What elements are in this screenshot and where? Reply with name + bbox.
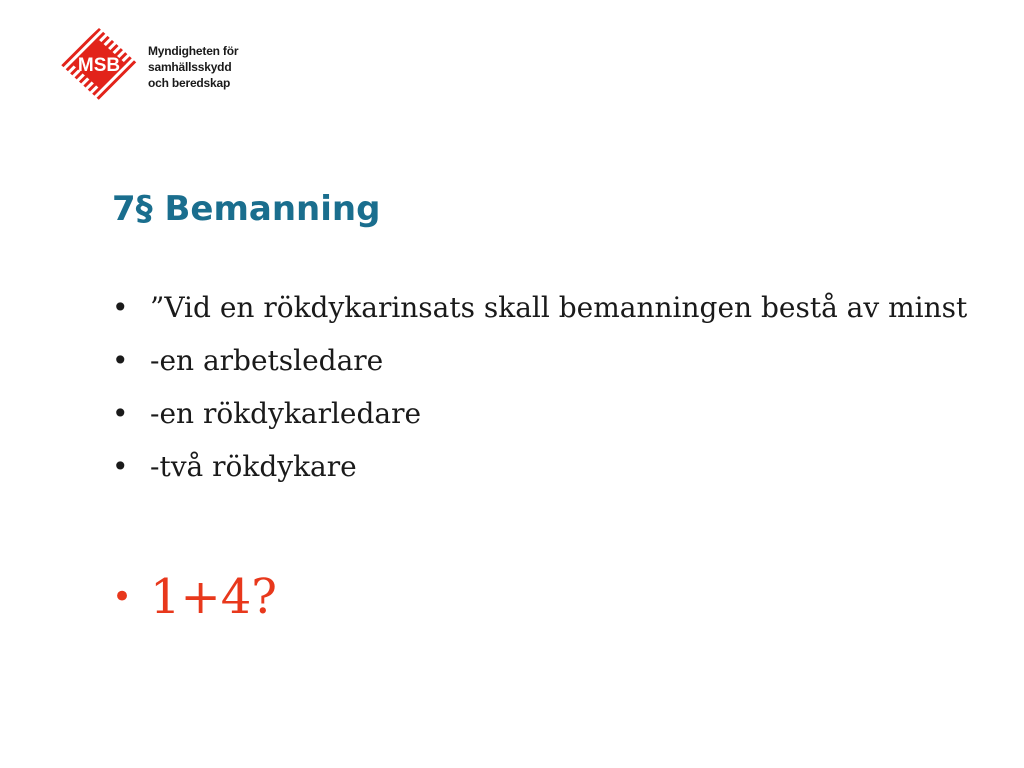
- bullet-icon: •: [112, 291, 129, 324]
- bullet-item: [112, 286, 972, 330]
- logo-mark-text: MSB: [77, 55, 121, 76]
- msb-diamond-icon: [58, 26, 140, 102]
- slide-title: 7§ Bemanning: [112, 189, 381, 229]
- bullet-item: [112, 445, 972, 489]
- bullet-text-highlight: 1+4?: [150, 569, 278, 625]
- bullet-text: -en arbetsledare: [150, 344, 384, 377]
- bullet-item: [112, 392, 972, 436]
- bullet-item: [112, 339, 972, 383]
- bullet-list: [112, 286, 972, 636]
- msb-logo: [58, 26, 258, 102]
- logo-org-line-3: och beredskap: [148, 76, 231, 90]
- logo-org-name: [148, 43, 238, 91]
- bullet-icon: •: [112, 577, 133, 617]
- bullet-icon: •: [112, 397, 129, 430]
- logo-org-line-1: Myndigheten för: [148, 44, 239, 58]
- bullet-text: -en rökdykarledare: [150, 397, 422, 430]
- bullet-icon: •: [112, 344, 129, 377]
- bullet-icon: •: [112, 450, 129, 483]
- logo-org-line-2: samhällsskydd: [148, 60, 232, 74]
- bullet-item-highlight: [112, 567, 972, 627]
- bullet-text: -två rökdykare: [150, 450, 357, 483]
- bullet-text: ”Vid en rökdykarinsats skall bemanningen bestå av minst: [150, 291, 968, 324]
